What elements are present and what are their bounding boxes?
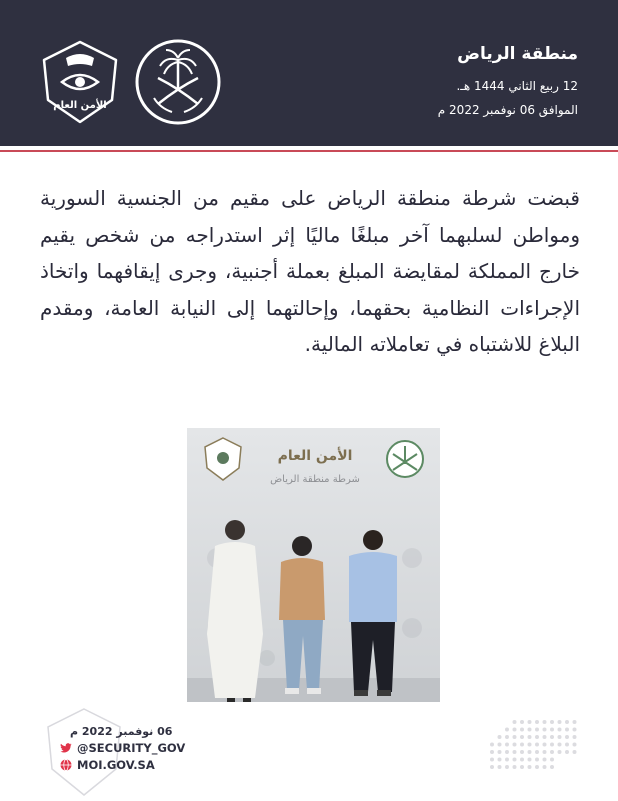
twitter-icon bbox=[60, 742, 72, 754]
statement-text: قبضت شرطة منطقة الرياض على مقيم من الجنسية السورية ومواطن لسلبهما آخر مبلغًا ماليًا إثر استدراجه من شخص يقيم خارج المملكة لمقايضة المبلغ بعملة أجنبية، وجرى إيقافهما واتخاذ الإجراءات النظامية بحقهما، وإحالتهما إلى النيابة العامة، ومقدم البلاغ للاشتباه في تعاملاته المالية. bbox=[40, 186, 580, 356]
header-divider bbox=[0, 150, 618, 152]
security-logo-text: الأمن العام bbox=[53, 100, 107, 111]
globe-icon bbox=[60, 759, 72, 771]
wall-title: الأمن العام bbox=[277, 448, 353, 464]
gregorian-date: الموافق 06 نوفمبر 2022 م bbox=[437, 103, 578, 117]
twitter-handle: @SECURITY_GOV bbox=[77, 741, 186, 755]
website-url: MOI.GOV.SA bbox=[77, 758, 155, 772]
website-row[interactable] bbox=[60, 758, 155, 772]
footer-date: 06 نوفمبر 2022 م bbox=[70, 725, 173, 738]
wall-emblem-logo bbox=[387, 441, 423, 477]
twitter-handle-row[interactable] bbox=[60, 741, 185, 755]
region-title: منطقة الرياض bbox=[457, 44, 578, 64]
arrest-photo bbox=[187, 428, 440, 702]
public-security-logo bbox=[36, 38, 124, 126]
hijri-date: 12 ربيع الثاني 1444 هـ. bbox=[456, 79, 578, 93]
decorative-dot-pattern bbox=[488, 718, 580, 774]
saudi-emblem-logo bbox=[134, 38, 222, 126]
wall-subtitle: شرطة منطقة الرياض bbox=[270, 474, 360, 485]
person-left bbox=[207, 520, 263, 702]
